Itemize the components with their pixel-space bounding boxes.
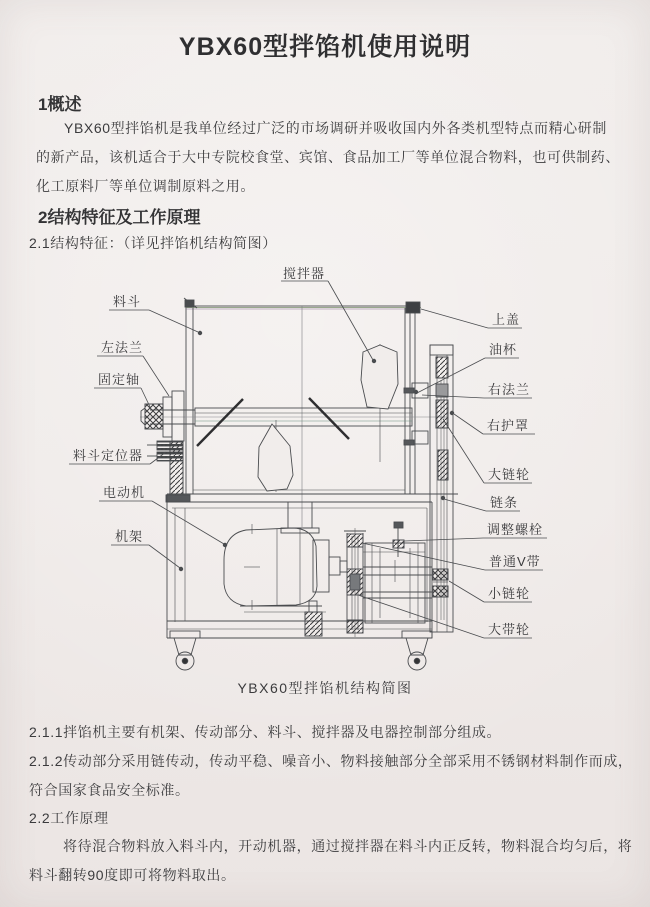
label-large-sprocket: 大链轮 — [488, 467, 531, 482]
label-mixer: 搅拌器 — [283, 266, 326, 281]
large-sprocket-part — [436, 357, 448, 480]
page-title: YBX60型拌馅机使用说明 — [178, 33, 472, 61]
overview-line: 化工原料厂等单位调制原料之用。 — [36, 178, 255, 194]
working-line: 料斗翻转90度即可将物料取出。 — [29, 867, 236, 883]
diagram-labels — [73, 266, 543, 637]
label-motor: 电动机 — [103, 485, 146, 500]
motor-body — [224, 524, 347, 612]
hopper-body — [184, 298, 421, 527]
label-adjusting-bolt: 调整螺栓 — [487, 522, 544, 537]
label-oil-cup: 油杯 — [489, 342, 518, 357]
small-sprocket-part — [433, 569, 448, 597]
label-fixed-shaft: 固定轴 — [98, 372, 141, 387]
label-chain: 链条 — [490, 495, 519, 510]
caster-right — [402, 631, 432, 670]
working-line: 将待混合物料放入料斗内，开动机器，通过搅拌器在料斗内正反转，物料混合均匀后，将 — [63, 838, 633, 854]
overview-line: YBX60型拌馅机是我单位经过广泛的市场调研并吸收国内外各类机型特点而精心研制 — [64, 120, 607, 136]
label-v-belt: 普通V带 — [489, 554, 541, 569]
label-hopper: 料斗 — [113, 294, 142, 309]
heading-structure: 2结构特征及工作原理 — [38, 208, 201, 227]
caster-left — [170, 631, 200, 670]
belt-tension-frame — [363, 543, 432, 623]
label-left-flange: 左法兰 — [101, 340, 144, 355]
diagram-caption: YBX60型拌馅机结构简图 — [237, 680, 413, 696]
heading-working-principle: 2.2工作原理 — [29, 810, 109, 826]
label-large-pulley: 大带轮 — [488, 622, 531, 637]
label-right-guard: 右护罩 — [487, 418, 530, 433]
heading-overview: 1概述 — [38, 95, 82, 114]
mixer-structure-diagram — [0, 256, 650, 686]
structure-item-211: 2.1.1拌馅机主要有机架、传动部分、料斗、搅拌器及电器控制部分组成。 — [29, 724, 502, 740]
label-frame: 机架 — [115, 529, 144, 544]
large-pulley-part — [344, 528, 366, 637]
overview-line: 的新产品，该机适合于大中专院校食堂、宾馆、食品加工厂等单位混合物料，也可供制药、 — [36, 149, 620, 165]
mixer-blade-lower — [258, 420, 293, 492]
label-hopper-positioner: 料斗定位器 — [73, 448, 144, 463]
label-right-flange: 右法兰 — [488, 382, 531, 397]
mixer-blade-right — [361, 344, 398, 462]
label-top-cover: 上盖 — [492, 312, 521, 327]
fixed-shaft-block — [141, 404, 163, 429]
label-small-sprocket: 小链轮 — [488, 586, 531, 601]
structure-item-212-cont: 符合国家食品安全标准。 — [29, 782, 190, 798]
structure-subheading: 2.1结构特征：（详见拌馅机结构简图） — [29, 235, 277, 251]
structure-item-212: 2.1.2传动部分采用链传动，传动平稳、噪音小、物料接触部分全部采用不锈钢材料制作而成， — [29, 753, 633, 769]
